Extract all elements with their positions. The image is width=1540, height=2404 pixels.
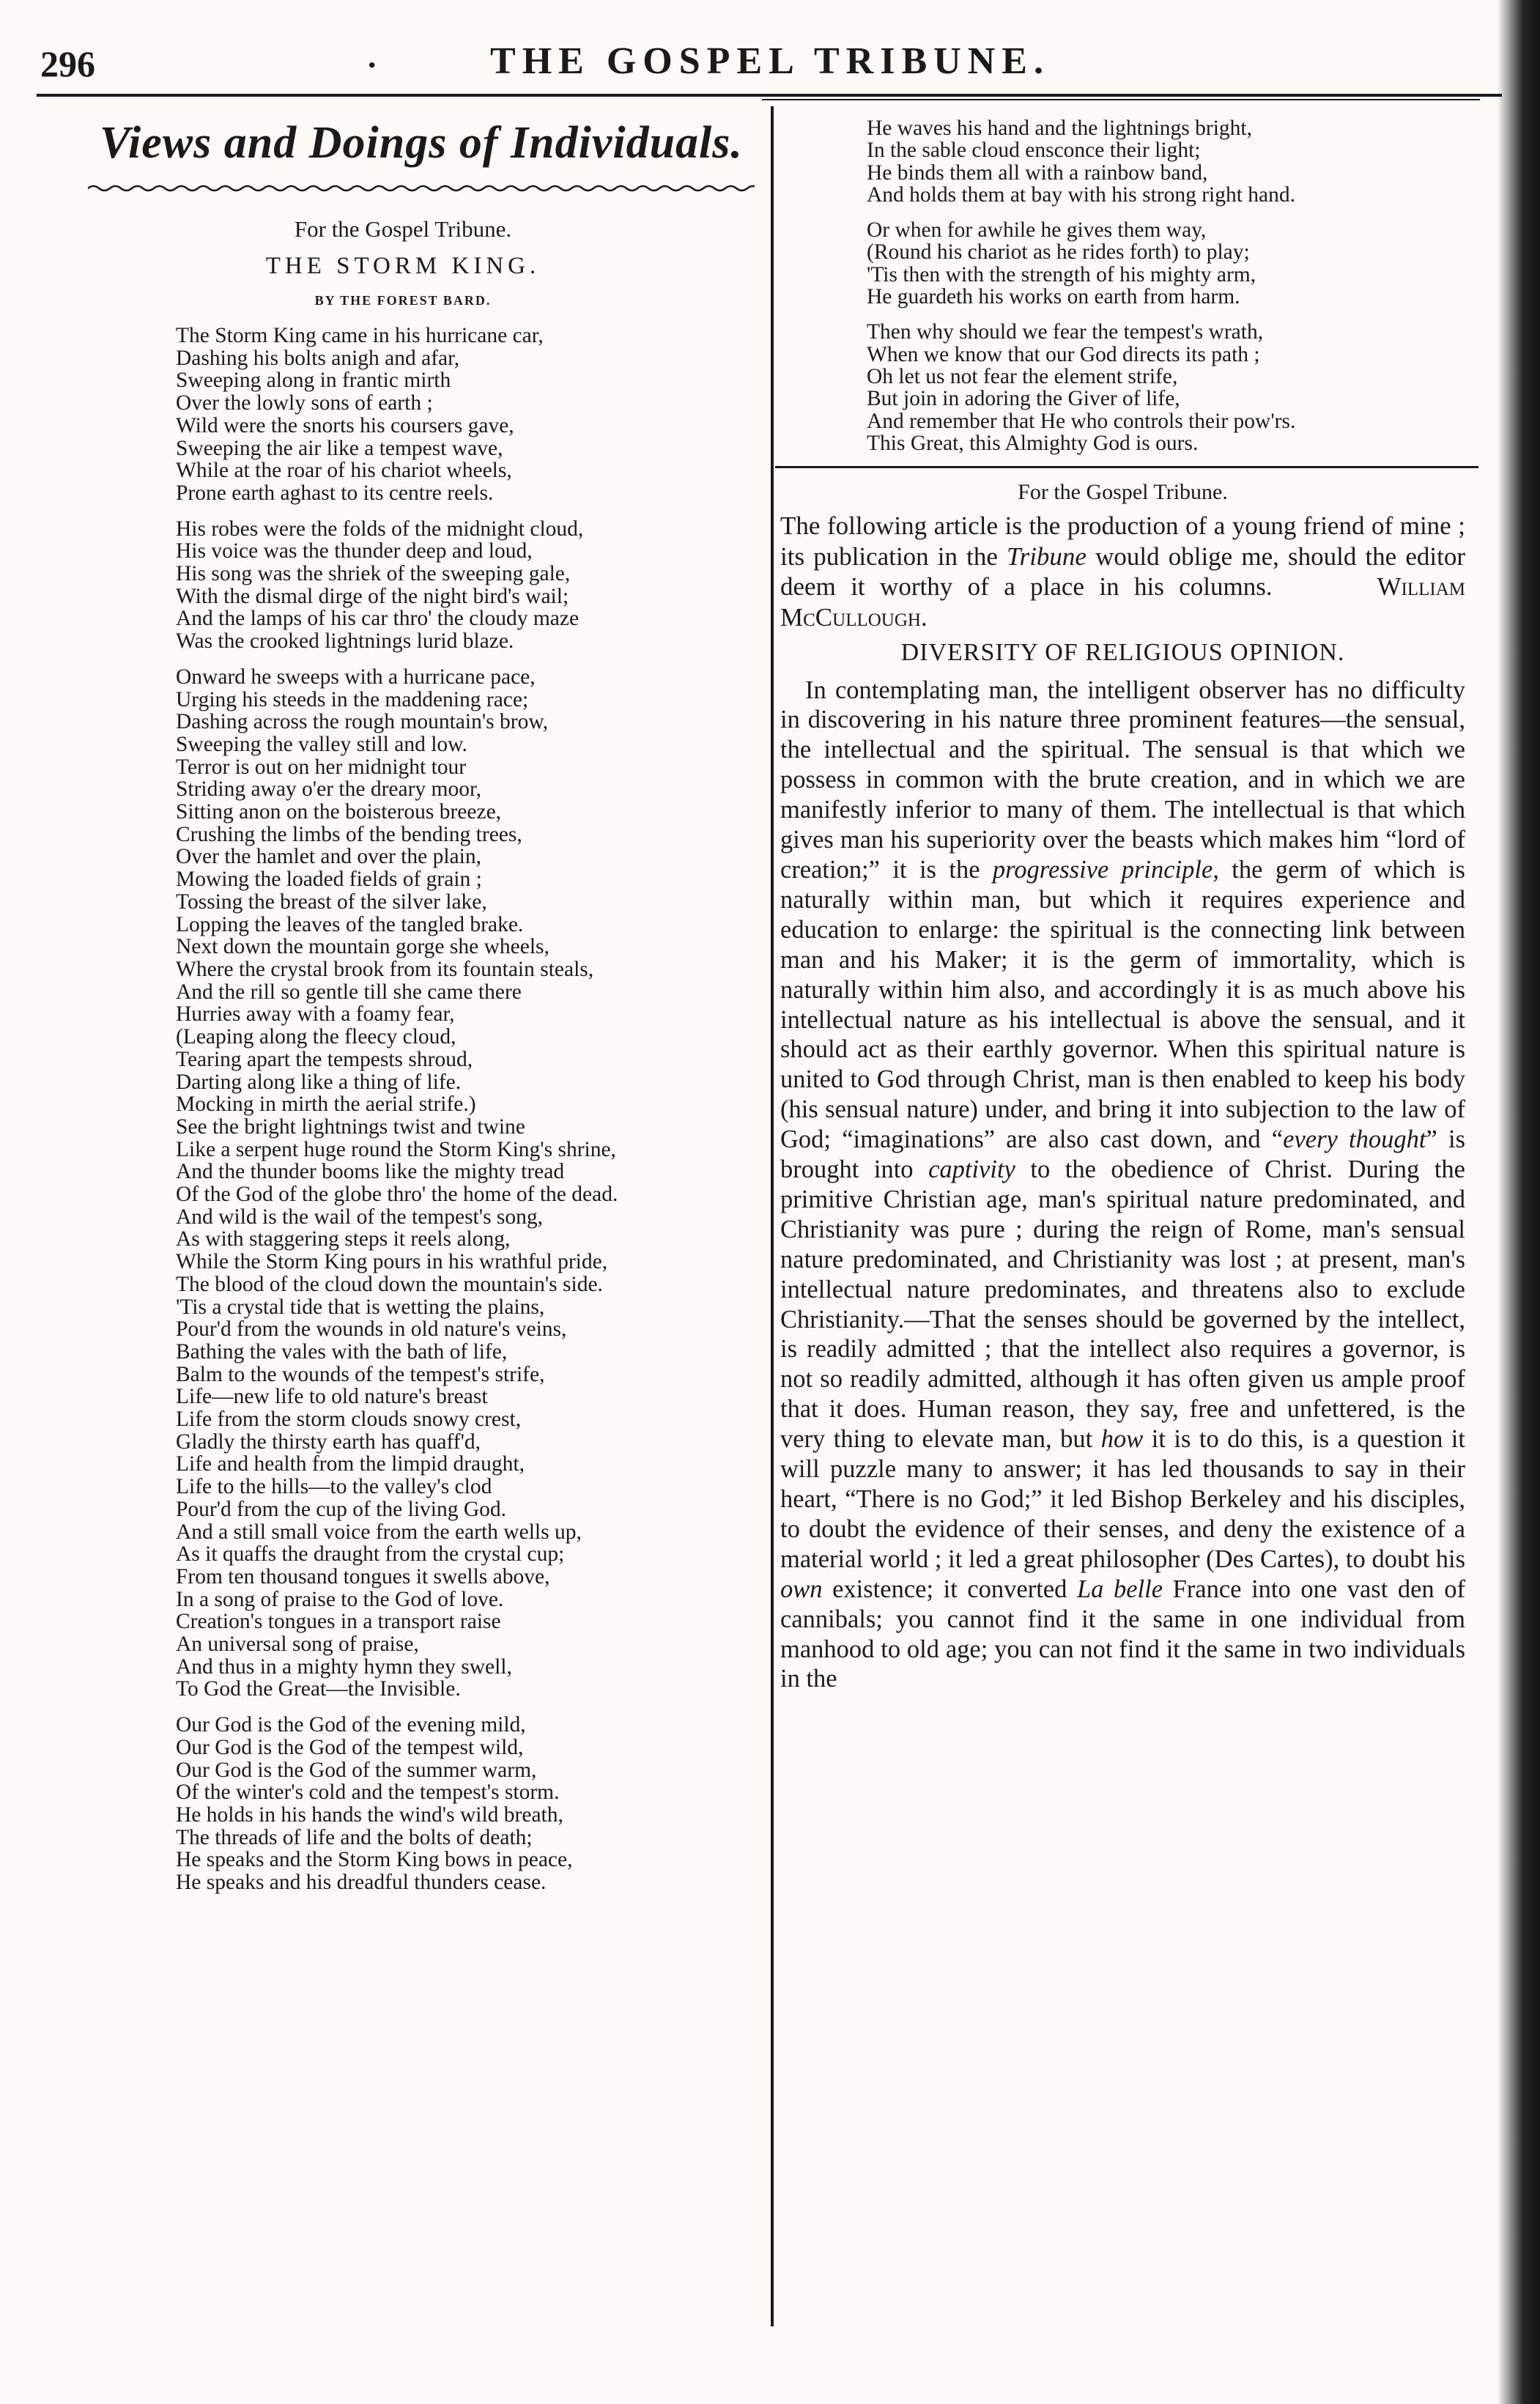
poem-line: This Great, this Almighty God is ours. [867,431,1199,455]
poem-stanza [867,117,1465,206]
wavy-rule [88,183,755,193]
poem-stanza [176,1714,762,1894]
poem-line: His voice was the thunder deep and loud, [176,539,533,563]
poem-line: (Leaping along the fleecy cloud, [176,1025,456,1049]
poem-end-rule [775,466,1478,468]
poem-source-note: For the Gospel Tribune. [294,216,512,242]
intro-text-a: The following article is the production of a young friend of mine ; its publication in the [780,511,1465,571]
poem-line: Like a serpent huge round the Storm King's shrine, [176,1137,616,1161]
stanza-gap [176,1701,762,1714]
poem-line: While at the roar of his chariot wheels, [176,459,512,483]
poem-line: Onward he sweeps with a hurricane pace, [176,665,536,689]
poem-line: He guardeth his works on earth from harm. [867,285,1240,309]
poem-line: He holds in his hands the wind's wild breath, [176,1803,563,1827]
poem-line: See the bright lightnings twist and twine [176,1114,525,1139]
poem-line: Crushing the limbs of the bending trees, [176,822,522,846]
intro-tribune: Tribune [1007,541,1086,571]
poem-line: And the rill so gentle till she came there [176,980,522,1004]
stanza-gap [176,505,762,518]
section-title: Views and Doings of Individuals. [100,118,743,168]
poem-line: In the sable cloud ensconce their light; [867,138,1201,163]
poem-line: Of the winter's cold and the tempest's storm. [176,1780,560,1805]
poem-line: Our God is the God of the tempest wild, [176,1735,524,1759]
body-part-6: existence; it converted [822,1575,1077,1603]
poem-line: Urging his steeds in the maddening race; [176,687,529,711]
poem-line: Over the hamlet and over the plain, [176,845,481,869]
poem-line: Tossing the breast of the silver lake, [176,890,487,914]
poem-line: Over the lowly sons of earth ; [176,391,433,415]
poem-line: Tearing apart the tempests shroud, [176,1047,473,1071]
poem-line: Balm to the wounds of the tempest's strife, [176,1362,545,1386]
poem-line: Gladly the thirsty earth has quaff'd, [176,1430,481,1454]
poem-line: Wild were the snorts his coursers gave, [176,413,514,437]
poem-line: Hurries away with a foamy fear, [176,1002,455,1027]
poem-stanza [176,518,762,653]
column-divider [771,106,774,2326]
poem-line: While the Storm King pours in his wrathful pride, [176,1250,608,1274]
poem-line: The blood of the cloud down the mountain's side. [176,1272,603,1296]
right-column [780,117,1465,1694]
poem-line: 'Tis then with the strength of his mighty arm, [867,262,1256,286]
poem-line: The Storm King came in his hurricane car, [176,324,544,347]
poem-left-stanzas [176,325,762,1894]
body-em-5: own [780,1575,823,1603]
body-part-5: it is to do this, is a question it will puzzle many to answer; it has led thousands to say in their heart, “There is no God;” it led Bishop Berkeley and his disciples, to doubt the evidence of their senses, and deny the existence of a material world ; it led a great philosopher (Des Cartes), to doubt his [780,1425,1465,1573]
poem-right-stanzas [780,117,1465,454]
poem-line: And remember that He who controls their pow'rs. [867,409,1296,433]
poem-line: Life—new life to old nature's breast [176,1385,488,1409]
poem-line: Life to the hills—to the valley's clod [176,1475,492,1499]
poem-line: As with staggering steps it reels along, [176,1227,511,1251]
header-rule-secondary [762,99,1480,100]
article-source-note: For the Gospel Tribune. [1018,480,1228,505]
journal-title: THE GOSPEL TRIBUNE. [490,40,1050,82]
page-number: 296 [40,43,95,84]
poem-line: Sweeping the valley still and low. [176,732,467,756]
poem-line: And holds them at bay with his strong right hand. [867,182,1296,207]
poem-line: He speaks and his dreadful thunders cease. [176,1871,547,1895]
poem-line: He binds them all with a rainbow band, [867,160,1208,185]
poem-line: Our God is the God of the evening mild, [176,1713,526,1737]
stanza-gap [176,653,762,666]
poem-line: Creation's tongues in a transport raise [176,1610,501,1634]
poem-line: Pour'd from the cup of the living God. [176,1497,507,1521]
poem-line: He waves his hand and the lightnings bright, [867,116,1253,140]
poem-line: His song was the shriek of the sweeping gale, [176,562,571,586]
body-part-7: France into one vast den of cannibals; you cannot find it the same in one individual from manhood to old age; you can not find it the same in two individuals in the [780,1575,1466,1693]
poem-line: But join in adoring the Giver of life, [867,387,1180,411]
poem-line: Was the crooked lightnings lurid blaze. [176,629,514,654]
poem-line: Prone earth aghast to its centre reels. [176,481,494,505]
poem-line: Darting along like a thing of life. [176,1070,462,1094]
poem-line: Sweeping along in frantic mirth [176,369,451,393]
intro-text-b: would oblige me, should the editor deem it worthy of a place in his columns. [780,541,1465,602]
poem-line: And the lamps of his car thro' the cloudy maze [176,607,580,631]
poem-line: Then why should we fear the tempest's wrath, [867,320,1264,344]
poem-stanza [176,325,762,505]
poem-line: Sweeping the air like a tempest wave, [176,436,503,460]
poem-line: And the thunder booms like the mighty tread [176,1160,565,1184]
poem-line: Our God is the God of the summer warm, [176,1758,537,1782]
poem-stanza [867,321,1465,454]
poem-line: In a song of praise to the God of love. [176,1587,504,1611]
poem-line: An universal song of praise, [176,1632,419,1657]
poem-line: With the dismal dirge of the night bird's wail; [176,584,569,608]
poem-line: 'Tis a crystal tide that is wetting the plains, [176,1295,545,1319]
poem-line: Dashing across the rough mountain's brow, [176,710,549,734]
poem-stanza [867,219,1465,308]
poem-line: Pour'd from the wounds in old nature's veins, [176,1317,567,1342]
poem-line: Next down the mountain gorge she wheels, [176,935,549,959]
body-em-4: how [1100,1425,1144,1454]
body-em-2: every thought [1283,1125,1426,1154]
poem-line: He speaks and the Storm King bows in peace, [176,1848,573,1872]
body-em-3: captivity [928,1155,1015,1184]
poem-line: Life from the storm clouds snowy crest, [176,1408,522,1432]
body-em-1: progressive principle, [992,855,1219,884]
poem-line: Dashing his bolts anigh and afar, [176,346,460,370]
poem-line: Or when for awhile he gives them way, [867,218,1207,243]
poem-line: Where the crystal brook from its fountain steals, [176,957,594,981]
poem-line: Lopping the leaves of the tangled brake. [176,912,524,936]
poem-line: Bathing the vales with the bath of life, [176,1339,508,1364]
poem-line: Mocking in mirth the aerial strife.) [176,1092,476,1117]
body-part-2: the germ of which is naturally within man, but which it requires experience and education to enlarge: the spiritual is the connecting link between man and his Maker; it is the germ of immortality, which is naturally within him also, and accordingly it is as much above his intellectual nature as his intellectual is above the sensual, and it should act as their earthly governor. When this spiritual nature is united to God through Christ, man is then enabled to keep his body (his sensual nature) under, and bring it into subjection to the law of God; “imaginations” are also cast down, and “ [780,855,1465,1154]
poem-title: THE STORM KING. [265,253,541,279]
poem-line: (Round his chariot as he rides forth) to play; [867,240,1250,265]
poem-line: Mowing the loaded fields of grain ; [176,868,482,892]
poem-line: Life and health from the limpid draught, [176,1452,525,1476]
poem-line: And a still small voice from the earth wells up, [176,1520,582,1544]
body-em-6: La belle [1076,1575,1163,1603]
body-part-3: ” is brought into [780,1125,1465,1184]
poem-line: Of the God of the globe thro' the home of the dead. [176,1183,618,1207]
poem-line: To God the Great—the Invisible. [176,1677,461,1701]
body-part-4: to the obedience of Christ. During the primitive Christian age, man's spiritual nature predominated, and Christianity was pure ; during the reign of Rome, man's sensual nature predominated, and Christianity was lost ; at present, man's intellectual nature predominates, and threatens also to exclude Christianity.—That the senses should be governed by the intellect, is readily admitted ; that the intellect also requires a governor, is not so readily admitted, although it has often given us ample proof that it does. Human reason, they say, free and unfettered, is the very thing to elevate man, but [780,1155,1465,1454]
article-signature: William McCullough. [780,572,1466,632]
poem-line: The threads of life and the bolts of death; [176,1825,533,1849]
poem-stanza [176,666,762,1701]
poem-line: Oh let us not fear the element strife, [867,364,1178,388]
poem-line: And wild is the wail of the tempest's song, [176,1205,544,1229]
poem-line: As it quaffs the draught from the crystal cup; [176,1542,565,1567]
left-column [176,216,762,1894]
header-separator: · [366,46,378,84]
poem-byline: BY THE FOREST BARD. [314,293,492,308]
poem-line: Striding away o'er the dreary moor, [176,777,482,802]
poem-line: From ten thousand tongues it swells above, [176,1564,550,1589]
stanza-gap [867,308,1465,321]
article-body [780,676,1465,1695]
article-title: DIVERSITY OF RELIGIOUS OPINION. [900,638,1345,666]
poem-line: And thus in a mighty hymn they swell, [176,1654,512,1679]
poem-line: His robes were the folds of the midnight cloud, [176,517,584,541]
body-part-1: In contemplating man, the intelligent observer has no difficulty in discovering in his nature three prominent features—the sensual, the intellectual and the spiritual. The sensual is that which we possess in common with the brute creation, and in which we are manifestly inferior to many of them. The intellectual is that which gives man his superiority over the beasts which makes him “lord of creation;” it is the [780,676,1465,884]
page-edge-shadow [1498,0,1540,2404]
article-intro [780,511,1465,632]
stanza-gap [867,206,1465,219]
header-rule [37,94,1502,97]
poem-line: When we know that our God directs its path ; [867,342,1260,366]
poem-line: Sitting anon on the boisterous breeze, [176,800,502,824]
poem-line: Terror is out on her midnight tour [176,755,467,779]
